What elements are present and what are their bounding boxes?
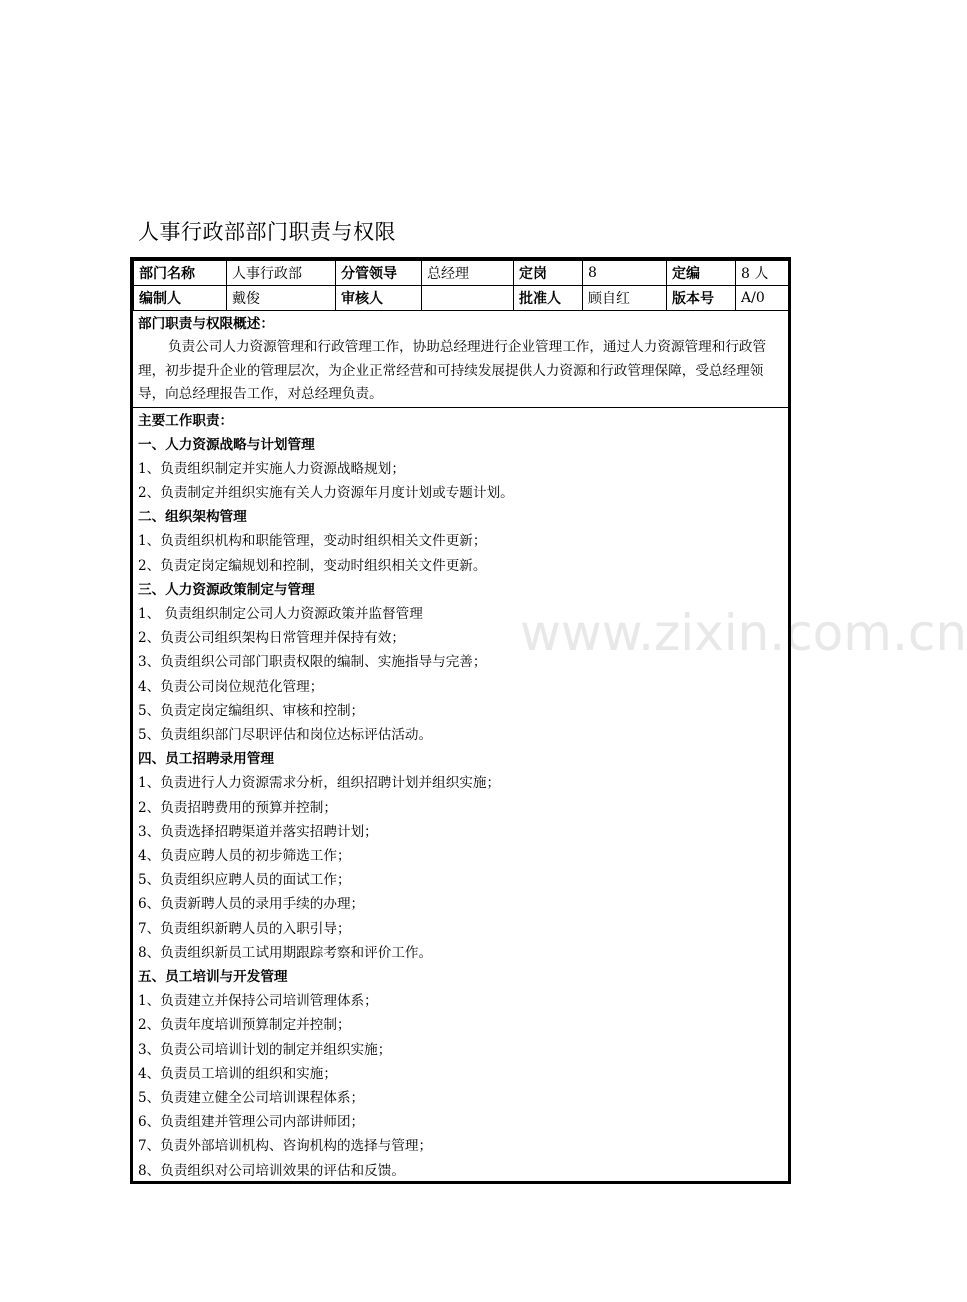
section-title: 四、员工招聘录用管理 [138, 751, 274, 768]
duty-item: 4、负责公司岗位规范化管理； [138, 678, 324, 695]
duty-item: 1、负责进行人力资源需求分析，组织招聘计划并组织实施； [138, 775, 501, 792]
header-label: 审核人 [336, 286, 422, 311]
duty-item: 5、负责组织应聘人员的面试工作； [138, 872, 351, 889]
header-value: 8 人 [736, 261, 789, 286]
duty-item: 2、负责制定并组织实施有关人力资源年月度计划或专题计划。 [138, 484, 514, 501]
header-row-1 [134, 261, 789, 286]
section-title: 二、组织架构管理 [138, 509, 247, 526]
duty-item: 8、负责组织对公司培训效果的评估和反馈。 [138, 1162, 405, 1179]
duty-item: 3、负责组织公司部门职责权限的编制、实施指导与完善； [138, 654, 487, 671]
header-value: A/0 [736, 286, 789, 311]
page-title: 人事行政部部门职责与权限 [138, 220, 396, 244]
header-label: 批准人 [514, 286, 583, 311]
duties-list [138, 433, 788, 1183]
duty-item: 3、负责公司培训计划的制定并组织实施； [138, 1041, 392, 1058]
section-title: 三、人力资源政策制定与管理 [138, 581, 315, 598]
header-table [133, 260, 789, 311]
duties-section [133, 407, 788, 1183]
duty-item: 8、负责组织新员工试用期跟踪考察和评价工作。 [138, 944, 433, 961]
duty-item: 2、负责招聘费用的预算并控制； [138, 799, 337, 816]
duty-item: 5、负责建立健全公司培训课程体系； [138, 1089, 365, 1106]
duty-item: 2、负责年度培训预算制定并控制； [138, 1017, 351, 1034]
header-value: 8 [583, 261, 667, 286]
overview-heading: 部门职责与权限概述： [138, 316, 274, 332]
duty-item: 6、负责新聘人员的录用手续的办理； [138, 896, 365, 913]
duty-item: 6、负责组建并管理公司内部讲师团； [138, 1114, 365, 1131]
header-label: 编制人 [134, 286, 227, 311]
duty-item: 1、 负责组织制定公司人力资源政策并监督管理 [138, 605, 423, 622]
duty-item: 1、负责组织机构和职能管理，变动时组织相关文件更新； [138, 533, 487, 550]
overview-text: 负责公司人力资源管理和行政管理工作，协助总经理进行企业管理工作，通过人力资源管理和行政管理，初步提升企业的管理层次，为企业正常经营和可持续发展提供人力资源和行政管理保障，受总经理领导，向总经理报告工作，对总经理负责。 [138, 339, 767, 402]
duty-item: 2、负责公司组织架构日常管理并保持有效； [138, 630, 405, 647]
overview-section [133, 311, 788, 407]
header-label: 定岗 [514, 261, 583, 286]
header-label: 定编 [667, 261, 736, 286]
header-label: 版本号 [667, 286, 736, 311]
section-title: 一、人力资源战略与计划管理 [138, 436, 315, 453]
watermark: www.zixin.com.cn [520, 604, 967, 662]
header-value: 人事行政部 [227, 261, 336, 286]
header-value: 总经理 [422, 261, 514, 286]
duty-item: 2、负责定岗定编规划和控制，变动时组织相关文件更新。 [138, 557, 487, 574]
header-value: 戴俊 [227, 286, 336, 311]
header-label: 分管领导 [336, 261, 422, 286]
header-row-2 [134, 286, 789, 311]
header-value: 顾自红 [583, 286, 667, 311]
duty-item: 1、负责组织制定并实施人力资源战略规划； [138, 460, 405, 477]
duty-item: 1、负责建立并保持公司培训管理体系； [138, 993, 378, 1010]
duty-item: 3、负责选择招聘渠道并落实招聘计划； [138, 823, 378, 840]
duty-item: 5、负责组织部门尽职评估和岗位达标评估活动。 [138, 726, 433, 743]
document-table [130, 257, 791, 1184]
duty-item: 4、负责应聘人员的初步筛选工作； [138, 847, 351, 864]
header-label: 部门名称 [134, 261, 227, 286]
duty-item: 5、负责定岗定编组织、审核和控制； [138, 702, 365, 719]
header-value [422, 286, 514, 311]
duty-item: 4、负责员工培训的组织和实施； [138, 1065, 337, 1082]
duties-heading: 主要工作职责： [138, 412, 234, 429]
duty-item: 7、负责组织新聘人员的入职引导； [138, 920, 351, 937]
duty-item: 7、负责外部培训机构、咨询机构的选择与管理； [138, 1138, 433, 1155]
section-title: 五、员工培训与开发管理 [138, 968, 288, 985]
